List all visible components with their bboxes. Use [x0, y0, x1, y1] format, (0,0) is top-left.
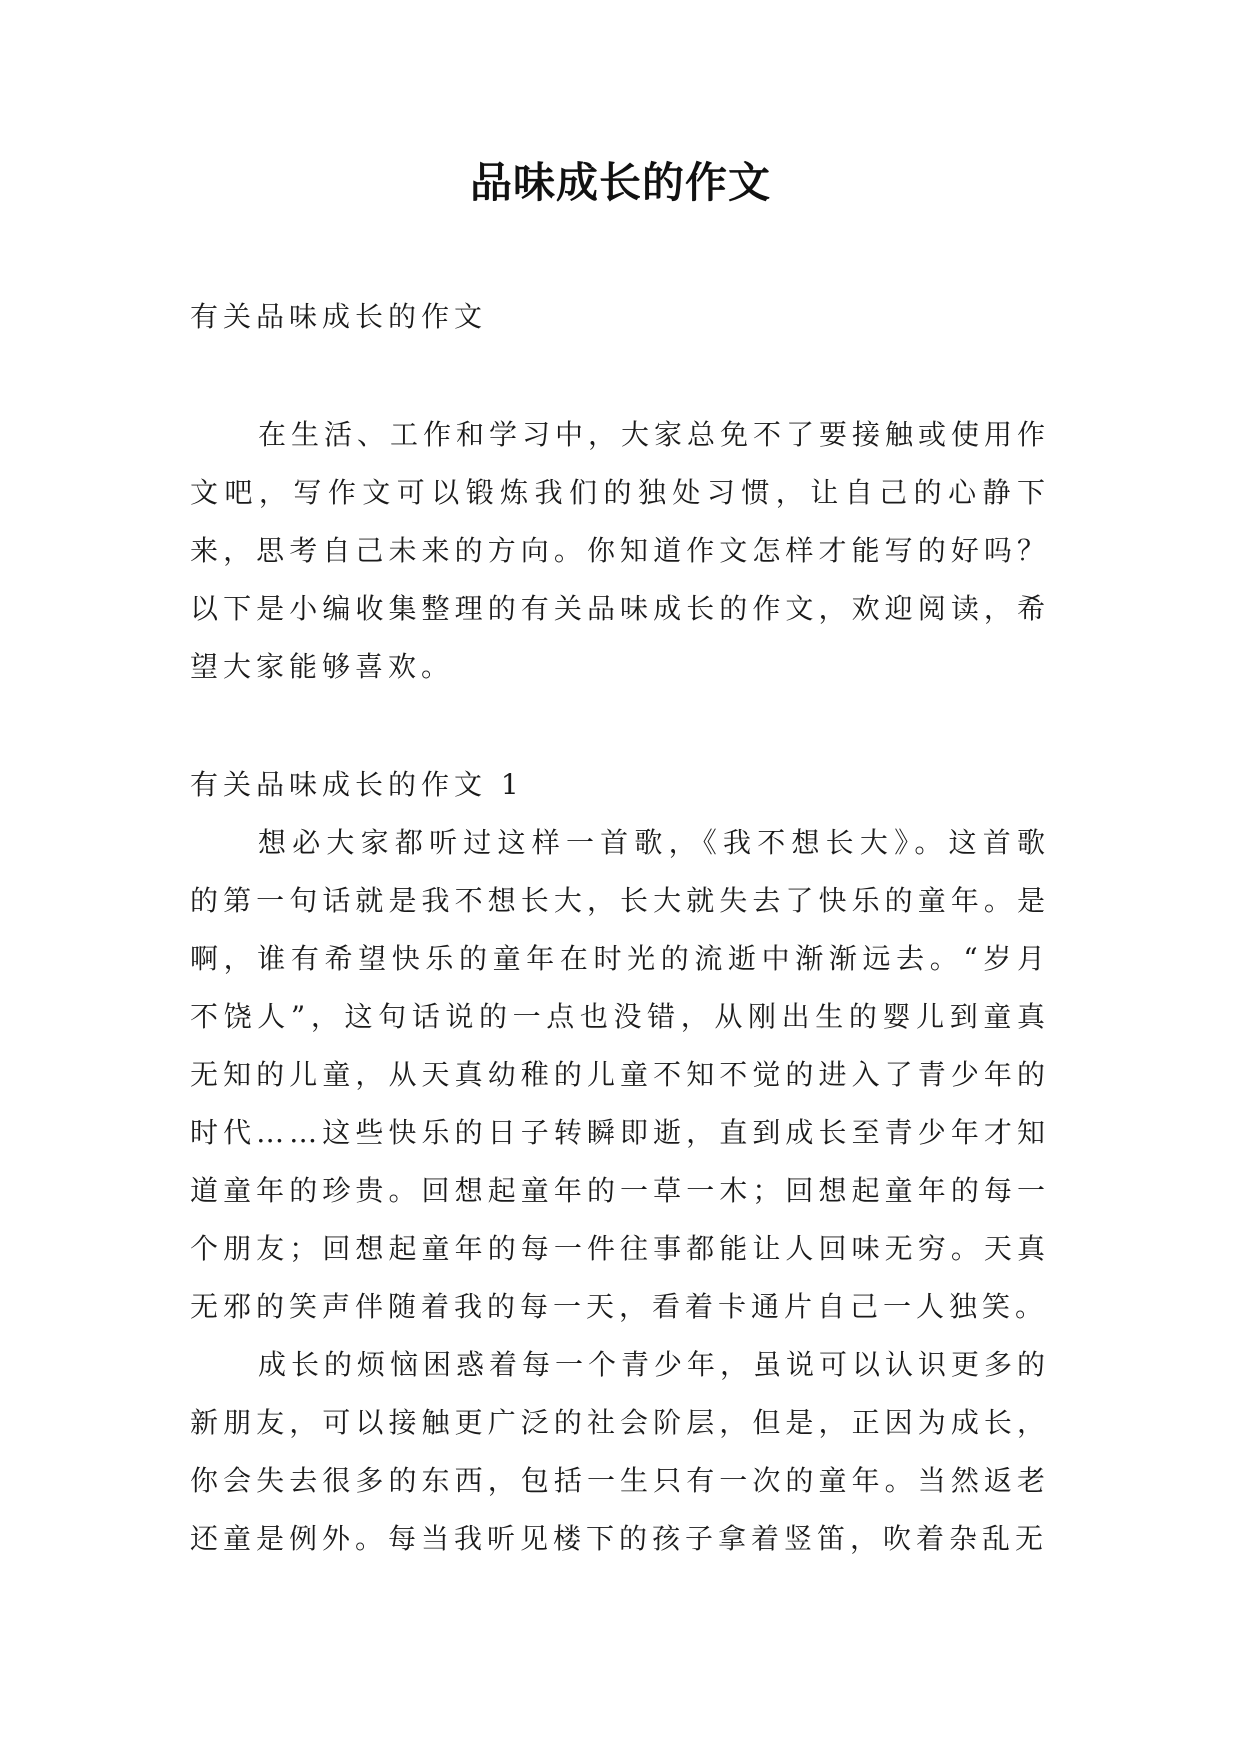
spacer — [190, 346, 1050, 406]
document-heading: 有关品味成长的作文 — [190, 300, 488, 333]
document-body — [190, 288, 1050, 1568]
body-paragraph: 想必大家都听过这样一首歌，《我不想长大》。这首歌的第一句话就是我不想长大，长大就失去了快乐的童年。是啊，谁有希望快乐的童年在时光的流逝中渐渐远去。“岁月不饶人”，这句话说的一点也没错，从刚出生的婴儿到童真无知的儿童，从天真幼稚的儿童不知不觉的进入了青少年的时代……这些快乐的日子转瞬即逝，直到成长至青少年才知道童年的珍贵。回想起童年的一草一木；回想起童年的每一个朋友；回想起童年的每一件往事都能让人回味无穷。天真无邪的笑声伴随着我的每一天，看着卡通片自己一人独笑。 — [190, 826, 1050, 1323]
intro-paragraph: 在生活、工作和学习中，大家总免不了要接触或使用作文吧，写作文可以锻炼我们的独处习惯，让自己的心静下来，思考自己未来的方向。你知道作文怎样才能写的好吗？以下是小编收集整理的有关品味成长的作文，欢迎阅读，希望大家能够喜欢。 — [190, 418, 1051, 683]
section-heading: 有关品味成长的作文 1 — [190, 768, 524, 801]
body-paragraph: 成长的烦恼困惑着每一个青少年，虽说可以认识更多的新朋友，可以接触更广泛的社会阶层，但是，正因为成长，你会失去很多的东西，包括一生只有一次的童年。当然返老还童是例外。每当我听见楼下的孩子拿着竖笛，吹着杂乱无 — [190, 1348, 1051, 1555]
spacer — [190, 696, 1050, 756]
document-title: 品味成长的作文 — [469, 158, 771, 207]
